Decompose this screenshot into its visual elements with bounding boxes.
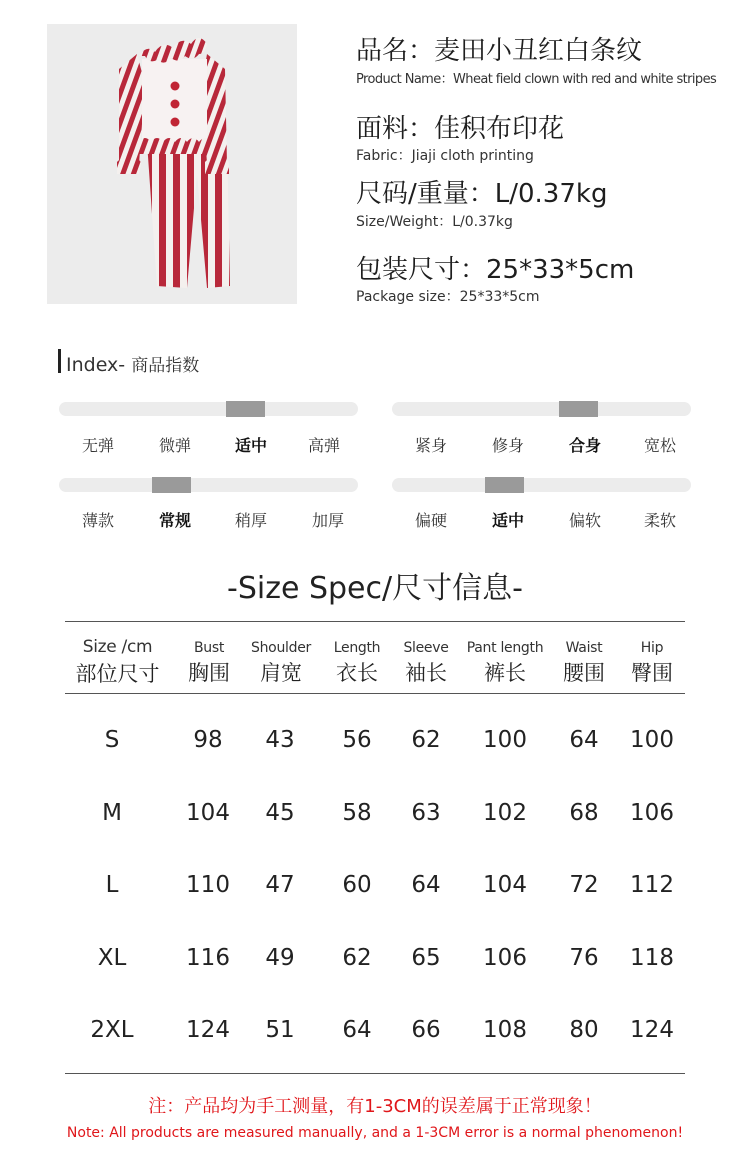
table-cell: 104 (483, 872, 527, 898)
header-cn: 袖长 (405, 661, 447, 685)
table-top-rule (65, 621, 685, 622)
index-label: 柔软 (643, 511, 676, 530)
header-en: Size /cm (82, 637, 153, 657)
table-cell-size: S (104, 727, 120, 753)
package-size-cn: 包装尺寸：25*33*5cm (356, 255, 635, 285)
index-label-selected: 合身 (568, 436, 601, 455)
index-track-softness (392, 478, 691, 492)
size-weight-cn: 尺码/重量：L/0.37kg (356, 179, 608, 209)
table-cell: 98 (193, 727, 223, 753)
index-label: 无弹 (81, 436, 114, 455)
index-label: 薄款 (81, 511, 114, 530)
table-cell: 106 (483, 945, 527, 971)
table-header-rule (65, 693, 685, 694)
index-marker-elasticity (226, 401, 265, 417)
header-cn: 腰围 (563, 661, 605, 685)
table-cell: 60 (342, 872, 372, 898)
index-marker-thickness (152, 477, 191, 493)
size-weight-en: Size/Weight：L/0.37kg (356, 214, 513, 230)
header-en: Waist (565, 640, 603, 656)
index-heading-bar (58, 349, 61, 373)
index-label-selected: 适中 (234, 436, 267, 455)
table-cell: 72 (569, 872, 599, 898)
table-cell: 124 (630, 1017, 674, 1043)
header-en: Bust (193, 640, 225, 656)
fabric-cn: 面料：佳积布印花 (356, 114, 565, 144)
index-label: 宽松 (643, 436, 676, 455)
table-cell: 43 (265, 727, 295, 753)
note-en: Note: All products are measured manually, and a 1-3CM error is a normal phenomenon! (66, 1125, 684, 1141)
header-cn: 衣长 (336, 661, 378, 685)
table-cell-size: XL (97, 945, 127, 971)
table-header-waist (545, 640, 623, 687)
table-cell: 80 (569, 1017, 599, 1043)
index-label: 偏硬 (414, 511, 447, 530)
table-cell: 118 (630, 945, 674, 971)
table-cell: 108 (483, 1017, 527, 1043)
index-label: 稍厚 (234, 511, 267, 530)
table-cell: 51 (265, 1017, 295, 1043)
table-header-hip (613, 640, 691, 687)
index-marker-fit (559, 401, 598, 417)
header-cn: 臀围 (631, 661, 673, 685)
index-label: 修身 (491, 436, 524, 455)
table-cell: 45 (265, 800, 295, 826)
table-cell-size: L (105, 872, 119, 898)
table-cell: 62 (342, 945, 372, 971)
table-cell: 68 (569, 800, 599, 826)
table-cell: 110 (186, 872, 230, 898)
table-cell-size: 2XL (90, 1017, 134, 1043)
table-cell: 66 (411, 1017, 441, 1043)
size-spec-title: -Size Spec/尺寸信息- (227, 571, 523, 606)
header-cn: 裤长 (484, 661, 526, 685)
index-title: Index- (66, 354, 126, 376)
table-cell: 58 (342, 800, 372, 826)
table-header-sleeve (387, 640, 465, 687)
table-header-size (60, 637, 175, 688)
table-header-pant-length (460, 640, 550, 687)
table-cell: 47 (265, 872, 295, 898)
table-cell: 102 (483, 800, 527, 826)
table-header-shoulder (242, 640, 320, 687)
header-en: Shoulder (251, 640, 311, 656)
package-size-en: Package size：25*33*5cm (356, 289, 540, 305)
note-cn: 注：产品均为手工测量，有1-3CM的误差属于正常现象！ (148, 1096, 602, 1117)
header-en: Pant length (466, 640, 544, 656)
header-en: Hip (640, 640, 664, 656)
product-name-en: Product Name：Wheat field clown with red and white stripes (356, 72, 717, 87)
product-name-cn: 品名：麦田小丑红白条纹 (356, 36, 643, 66)
table-cell: 112 (630, 872, 674, 898)
table-cell: 124 (186, 1017, 230, 1043)
index-label: 加厚 (311, 511, 344, 530)
index-label: 偏软 (568, 511, 601, 530)
product-photo (47, 24, 297, 304)
table-cell: 65 (411, 945, 441, 971)
table-cell: 63 (411, 800, 441, 826)
table-cell: 100 (630, 727, 674, 753)
table-cell-size: M (102, 800, 122, 826)
header-cn: 部位尺寸 (75, 662, 160, 686)
index-subtitle: 商品指数 (131, 356, 200, 376)
index-marker-softness (485, 477, 524, 493)
table-cell: 62 (411, 727, 441, 753)
table-cell: 56 (342, 727, 372, 753)
table-cell: 49 (265, 945, 295, 971)
header-en: Sleeve (403, 640, 449, 656)
table-cell: 106 (630, 800, 674, 826)
header-en: Length (333, 640, 381, 656)
table-cell: 116 (186, 945, 230, 971)
index-track-elasticity (59, 402, 358, 416)
index-track-fit (392, 402, 691, 416)
fabric-en: Fabric：Jiaji cloth printing (356, 148, 534, 164)
index-label-selected: 适中 (491, 511, 524, 530)
table-cell: 64 (342, 1017, 372, 1043)
index-track-thickness (59, 478, 358, 492)
table-header-bust (170, 640, 248, 687)
table-cell: 104 (186, 800, 230, 826)
index-label: 高弹 (307, 436, 340, 455)
table-cell: 100 (483, 727, 527, 753)
index-heading (66, 351, 199, 376)
index-label: 紧身 (414, 436, 447, 455)
header-cn: 肩宽 (260, 661, 302, 685)
table-cell: 64 (569, 727, 599, 753)
table-cell: 64 (411, 872, 441, 898)
index-label-selected: 常规 (158, 511, 191, 530)
table-bottom-rule (65, 1073, 685, 1074)
index-label: 微弹 (158, 436, 191, 455)
table-cell: 76 (569, 945, 599, 971)
header-cn: 胸围 (188, 661, 230, 685)
table-header-length (318, 640, 396, 687)
